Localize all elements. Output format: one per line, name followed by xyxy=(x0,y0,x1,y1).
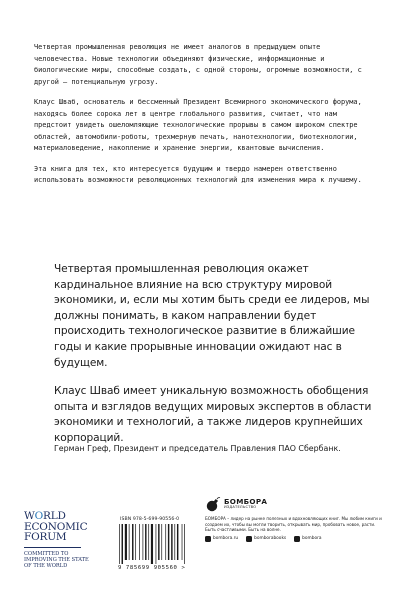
wef-title-rest: RLD xyxy=(43,510,66,522)
wef-logo xyxy=(24,511,94,569)
barcode-bar xyxy=(182,524,183,560)
wef-subtitle-line-3: OF THE WORLD xyxy=(24,562,68,569)
barcode-bar xyxy=(171,524,172,560)
barcode-bar xyxy=(139,524,140,560)
barcode-bar xyxy=(168,524,169,560)
publisher-name: БОМБОРА xyxy=(224,497,268,506)
intro-text xyxy=(34,42,374,196)
isbn-number: ISBN 978-5-699-90556-0 xyxy=(120,517,180,522)
barcode-bar xyxy=(122,524,123,564)
globe-icon xyxy=(205,536,211,542)
endorsement-quote xyxy=(54,262,374,460)
intro-paragraph-2: Клаус Шваб, основатель и бессменный Президент Всемирного экономического форума, находясь более сорока лет в центре глобального развития, считает, что нам предстоит увидеть ошеломляющие технологические прорывы в самом широком спектре областей, автомобили-роботы, трехмерную печать, нанотехнологии, биотехнологии, материаловедение, накопление и хранение энергии, квантовые вычисления. xyxy=(34,98,362,152)
barcode-bar xyxy=(148,524,149,560)
quote-attribution: Герман Греф, Президент и председатель Правления ПАО Сбербанк. xyxy=(54,444,341,453)
barcode-bar xyxy=(135,524,136,560)
wef-title-line-2: ECONOMIC xyxy=(24,520,88,533)
publisher-socials xyxy=(205,536,385,542)
bomb-icon xyxy=(205,496,221,512)
barcode-bar xyxy=(151,524,153,564)
intro-paragraph-3: Эта книга для тех, кто интересуется будущим и твердо намерен ответственно использовать возможности революционных технологий для изменения мира к лучшему. xyxy=(34,164,362,184)
social-instagram xyxy=(246,536,286,542)
barcode-bar xyxy=(132,524,133,560)
wef-title-line-1: WORLD xyxy=(24,510,66,522)
publisher-logo xyxy=(205,496,385,512)
barcode-bar xyxy=(119,524,120,564)
barcode-bar xyxy=(177,524,178,560)
quote-paragraph-1: Четвертая промышленная революция окажет кардинальное влияние на всю структуру мировой экономики, и, если мы хотим быть среди ее лидеров, мы должны понимать, в каком направлении будет происходить технологическое развитие в ближайшие годы и какие прорывные инновации ожидают нас в будущем. xyxy=(54,263,370,369)
social-website xyxy=(205,536,238,542)
social-instagram-label: bomborabooks xyxy=(254,536,287,542)
publisher-description: БОМБОРА – лидер на рынке полезных и вдохновляющих книг. Мы любим книги и создаем их, чтобы вы могли творить, открывать мир, пробовать новое, расти. Быть счастливыми. Быть на волне. xyxy=(205,516,382,533)
social-vk xyxy=(294,536,321,542)
wef-divider xyxy=(24,547,81,548)
wef-title-line-3: FORUM xyxy=(24,531,67,543)
social-website-label: bombora.ru xyxy=(213,536,239,542)
vk-icon xyxy=(294,536,300,542)
wef-subtitle-line-2: IMPROVING THE STATE xyxy=(24,556,89,563)
publisher-block xyxy=(205,496,385,542)
barcode-bar xyxy=(156,524,157,564)
publisher-tagline: ИЗДАТЕЛЬСТВО xyxy=(224,505,257,509)
wef-title xyxy=(24,511,94,543)
instagram-icon xyxy=(246,536,252,542)
wef-subtitle-line-1: COMMITTED TO xyxy=(24,550,69,557)
barcode-bar xyxy=(158,524,159,560)
wef-subtitle xyxy=(24,551,94,569)
barcode-bar xyxy=(165,524,166,560)
barcode-bar xyxy=(174,524,175,560)
barcode-image xyxy=(118,524,190,564)
quote-paragraph-2: Клаус Шваб имеет уникальную возможность обобщения опыта и взглядов ведущих мировых экспертов в области экономики и технологий, а также лидеров крупнейших корпораций. xyxy=(54,385,372,444)
social-vk-label: bombora xyxy=(302,536,322,542)
barcode-digits: 9 785699 905560 > xyxy=(118,565,186,571)
barcode-bar xyxy=(143,524,144,560)
barcode-bar xyxy=(125,524,127,560)
barcode-bar xyxy=(145,524,146,560)
intro-paragraph-1: Четвертая промышленная революция не имеет аналогов в предыдущем опыте человечества. Новые технологии объединяют физические, информационные и биологические миры, способные создать, с одной стороны, огромные возможности, с другой — потенциальную угрозу. xyxy=(34,43,362,86)
barcode-bar xyxy=(184,524,185,564)
barcode-block xyxy=(118,517,192,571)
barcode-bar xyxy=(129,524,130,560)
barcode-bar xyxy=(161,524,162,560)
